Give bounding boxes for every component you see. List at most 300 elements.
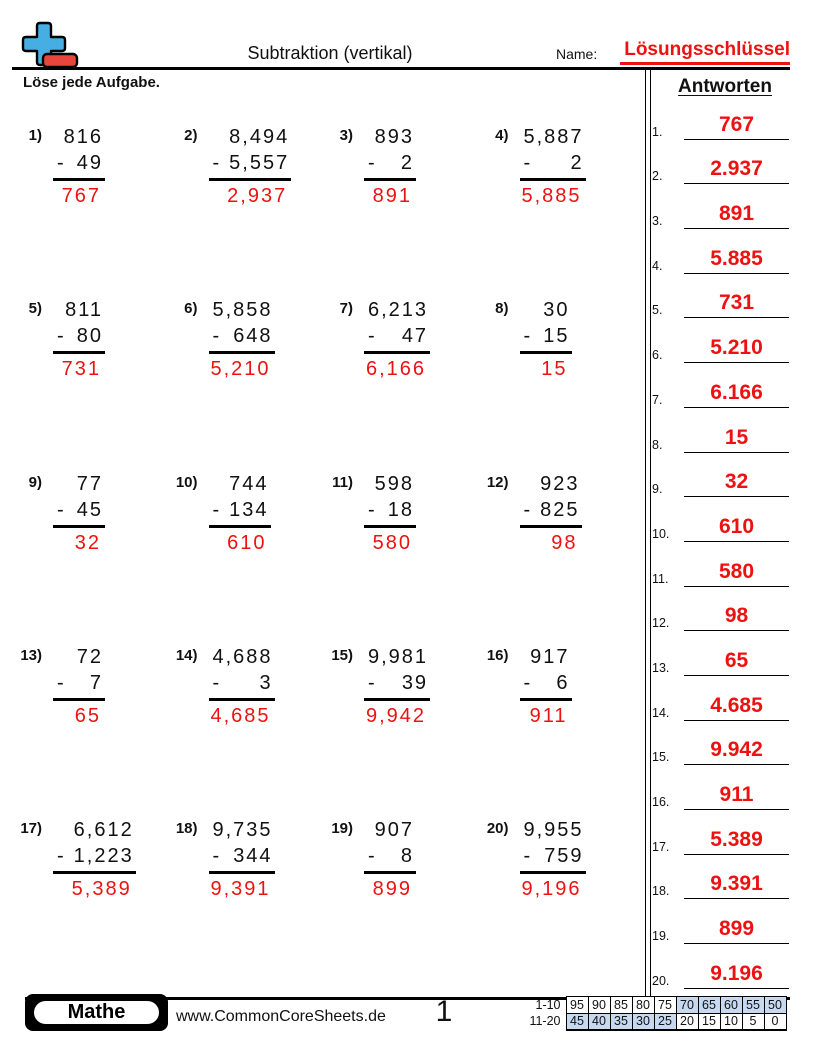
- problem-answer: [364, 181, 416, 208]
- minus-sign: -: [57, 498, 64, 521]
- problem-answer: [209, 181, 292, 208]
- problem-number: 12): [486, 473, 509, 491]
- problem-7: [323, 297, 479, 470]
- subtrahend-value: 18: [387, 498, 414, 521]
- problem-answer-value: 5,210: [210, 358, 271, 381]
- minuend: [57, 817, 132, 843]
- grading-table: [524, 996, 787, 1031]
- grading-cell: 45: [566, 1013, 588, 1030]
- grading-cell: 25: [654, 1013, 676, 1030]
- problem-20: [479, 817, 635, 990]
- answer-number: 7.: [652, 392, 663, 407]
- problem-work: [520, 297, 572, 381]
- page-number: 1: [435, 995, 453, 1028]
- answer-item-7: [652, 363, 789, 408]
- minuend: [368, 124, 412, 150]
- minuend-value: 598: [374, 472, 414, 495]
- problem-work: [209, 644, 275, 728]
- minuend-value: 6,213: [368, 299, 429, 322]
- minuend-value: 816: [63, 126, 103, 148]
- problem-number: 1): [28, 127, 42, 144]
- answer-key-underline: [620, 62, 790, 65]
- minuend: [213, 471, 267, 497]
- answer-item-12: [652, 587, 789, 632]
- problem-rows: [364, 471, 416, 528]
- answer-number: 9.: [652, 482, 663, 497]
- answer-item-8: [652, 408, 789, 453]
- answer-value: 98: [684, 604, 789, 631]
- minuend-value: 917: [530, 645, 570, 668]
- answer-value: 767: [684, 113, 789, 140]
- problem-rows: [53, 471, 105, 528]
- problem-work: [209, 471, 271, 555]
- minuend: [213, 297, 271, 323]
- answer-value: 6.166: [684, 381, 789, 408]
- minus-sign: -: [212, 325, 220, 348]
- problem-work: [53, 644, 105, 728]
- grading-cell: 80: [632, 997, 654, 1014]
- answer-number: 13.: [652, 660, 670, 675]
- subtrahend-row: [368, 670, 429, 696]
- answer-item-15: [652, 721, 789, 766]
- answer-number: 12.: [652, 616, 670, 631]
- minuend: [213, 644, 271, 670]
- answer-number: 16.: [652, 795, 670, 809]
- problem-answer-value: 891: [372, 185, 412, 207]
- problem-17: [12, 817, 168, 990]
- minuend-value: 8,494: [229, 126, 290, 148]
- problem-answer: [520, 874, 586, 901]
- problem-answer-value: 5,885: [521, 185, 582, 207]
- problem-answer-value: 767: [61, 185, 101, 207]
- problem-number: 8): [495, 300, 509, 318]
- problem-work: [209, 817, 275, 901]
- subtrahend-value: 49: [76, 152, 103, 174]
- minuend-value: 5,858: [212, 299, 273, 322]
- problem-rows: [53, 644, 105, 701]
- minus-sign: -: [368, 498, 375, 521]
- answer-number: 15.: [652, 750, 670, 765]
- grading-cell: 10: [720, 1013, 742, 1030]
- problem-9: [12, 471, 168, 644]
- answer-value: 32: [684, 470, 789, 497]
- problem-16: [479, 644, 635, 817]
- problem-number: 20): [486, 820, 509, 838]
- problem-answer: [364, 874, 416, 901]
- answer-item-19: [652, 899, 789, 944]
- problem-work: [364, 471, 416, 555]
- minuend-value: 744: [229, 472, 269, 495]
- problem-work: [520, 471, 582, 555]
- grading-cell: 40: [588, 1013, 610, 1030]
- problem-10: [168, 471, 324, 644]
- problem-answer: [520, 528, 582, 555]
- problem-4: [479, 124, 635, 297]
- subtrahend-row: [213, 323, 271, 349]
- answer-item-6: [652, 318, 789, 363]
- subtrahend-value: 648: [233, 325, 273, 348]
- problem-6: [168, 297, 324, 470]
- minus-sign: -: [523, 325, 531, 348]
- minus-sign: -: [368, 152, 375, 174]
- header-rule: [12, 67, 790, 70]
- problem-answer: [53, 181, 105, 208]
- answer-value: 5.210: [684, 336, 789, 363]
- minuend-value: 9,735: [212, 819, 273, 842]
- problem-14: [168, 644, 324, 817]
- answer-value: 899: [684, 917, 789, 944]
- minus-sign: -: [523, 152, 531, 174]
- problem-rows: [520, 471, 582, 528]
- problem-11: [323, 471, 479, 644]
- minus-sign: -: [57, 845, 64, 868]
- problem-rows: [364, 124, 416, 181]
- answer-item-1: [652, 95, 789, 140]
- subtrahend-value: 7: [89, 671, 103, 694]
- subtrahend-row: [57, 150, 101, 176]
- minuend: [57, 471, 101, 497]
- problem-answer-value: 911: [529, 704, 568, 727]
- answer-item-3: [652, 184, 789, 229]
- subtrahend-value: 2: [570, 152, 584, 174]
- minuend-value: 907: [374, 819, 414, 842]
- problem-work: [209, 297, 275, 381]
- answer-value: 65: [684, 649, 789, 676]
- subtrahend-value: 39: [401, 671, 429, 694]
- minuend: [368, 297, 429, 323]
- grading-row-label: 11-20: [529, 1014, 561, 1029]
- grading-cell: 50: [764, 997, 786, 1014]
- subtrahend-value: 45: [76, 498, 103, 521]
- minus-sign: -: [212, 152, 220, 174]
- answer-number: 2.: [652, 169, 663, 184]
- problem-answer-value: 610: [227, 531, 267, 554]
- answer-number: 18.: [652, 884, 670, 899]
- problem-number: 19): [331, 820, 353, 838]
- minuend: [57, 124, 101, 150]
- answer-value: 4.685: [684, 694, 789, 721]
- problem-rows: [209, 644, 275, 701]
- problem-answer: [209, 354, 275, 381]
- minus-sign: -: [212, 498, 220, 521]
- subtrahend-row: [368, 323, 429, 349]
- answer-value: 891: [684, 202, 789, 229]
- minuend-value: 30: [543, 299, 570, 322]
- minus-sign: -: [57, 152, 64, 174]
- problem-1: [12, 124, 168, 297]
- minuend: [368, 644, 429, 670]
- problem-answer: [520, 354, 572, 381]
- problem-number: 18): [175, 820, 198, 838]
- minus-sign: -: [57, 325, 64, 348]
- minus-sign: -: [368, 325, 375, 348]
- problem-answer-value: 65: [74, 704, 101, 727]
- subject-badge: [25, 994, 168, 1031]
- answer-item-4: [652, 229, 789, 274]
- answer-value: 911: [684, 783, 789, 810]
- minuend: [524, 297, 568, 323]
- problem-rows: [209, 817, 275, 874]
- minuend-value: 9,981: [368, 645, 429, 668]
- problem-work: [209, 124, 292, 208]
- grading-cell: 0: [764, 1013, 786, 1030]
- minus-sign: -: [523, 845, 531, 868]
- minus-sign: -: [523, 671, 531, 694]
- answer-item-2: [652, 140, 789, 185]
- subtrahend-row: [57, 670, 101, 696]
- grading-cell: 65: [698, 997, 720, 1014]
- problem-answer-value: 5,389: [71, 878, 132, 901]
- problem-answer-value: 15: [541, 358, 568, 381]
- problem-number: 16): [486, 646, 509, 664]
- problem-rows: [53, 817, 136, 874]
- answer-number: 20.: [652, 973, 670, 988]
- problem-answer-value: 580: [372, 531, 412, 554]
- subtrahend-row: [524, 497, 578, 523]
- answer-number: 17.: [652, 839, 670, 854]
- answer-value: 580: [684, 560, 789, 587]
- problem-number: 4): [495, 127, 509, 144]
- grading-cell: 70: [676, 997, 698, 1014]
- minuend: [368, 471, 412, 497]
- page-title: Subtraktion (vertikal): [247, 43, 413, 63]
- minus-sign: -: [57, 671, 64, 694]
- problem-rows: [520, 124, 586, 181]
- problem-rows: [53, 297, 105, 354]
- answers-list: [652, 95, 789, 989]
- problem-number: 14): [175, 646, 198, 664]
- answer-value: 15: [684, 426, 789, 453]
- grading-cell: 30: [632, 1013, 654, 1030]
- problem-18: [168, 817, 324, 990]
- problem-work: [364, 644, 430, 728]
- problem-rows: [209, 297, 275, 354]
- problem-answer: [53, 354, 105, 381]
- problem-work: [520, 124, 586, 208]
- grading-cell: 90: [588, 997, 610, 1014]
- problem-15: [323, 644, 479, 817]
- minuend: [524, 644, 568, 670]
- problem-work: [520, 644, 572, 728]
- problem-5: [12, 297, 168, 470]
- answer-item-5: [652, 274, 789, 319]
- subtrahend-row: [368, 150, 412, 176]
- answer-number: 6.: [652, 348, 663, 363]
- subtrahend-value: 825: [540, 498, 580, 521]
- grading-cell: 55: [742, 997, 764, 1014]
- problem-number: 7): [339, 300, 353, 318]
- grading-cell: 60: [720, 997, 742, 1014]
- answer-item-9: [652, 453, 789, 498]
- problem-number: 5): [28, 300, 42, 318]
- subtrahend-value: 344: [233, 845, 273, 868]
- instruction-text: Löse jede Aufgabe.: [23, 74, 160, 91]
- answer-item-16: [652, 765, 789, 810]
- minus-sign: -: [212, 845, 220, 868]
- answer-key-label: Lösungsschlüssel: [624, 39, 790, 60]
- answer-number: 14.: [652, 705, 670, 720]
- problem-rows: [209, 471, 271, 528]
- problem-answer: [53, 701, 105, 728]
- grading-cell: 95: [566, 997, 588, 1014]
- problem-3: [323, 124, 479, 297]
- problem-number: 15): [331, 646, 353, 664]
- minuend-value: 9,955: [523, 819, 584, 842]
- problem-answer-value: 9,942: [366, 704, 427, 727]
- problem-work: [53, 124, 105, 208]
- minuend-value: 4,688: [212, 645, 273, 668]
- problem-number: 2): [184, 127, 198, 144]
- minus-sign: -: [523, 498, 531, 521]
- grading-row-1: [524, 997, 786, 1014]
- answer-number: 8.: [652, 437, 663, 452]
- problem-rows: [520, 817, 586, 874]
- problems-grid: [12, 124, 634, 990]
- minuend: [57, 297, 101, 323]
- subtrahend-row: [57, 497, 101, 523]
- answer-number: 11.: [652, 571, 669, 586]
- minuend: [213, 124, 288, 150]
- problem-number: 13): [20, 646, 42, 664]
- problem-rows: [209, 124, 292, 181]
- problem-answer: [520, 181, 586, 208]
- answer-item-13: [652, 631, 789, 676]
- problem-8: [479, 297, 635, 470]
- problem-answer: [364, 701, 430, 728]
- minuend-value: 893: [374, 126, 414, 148]
- problem-work: [53, 471, 105, 555]
- grading-cell: 5: [742, 1013, 764, 1030]
- grading-cell: 20: [676, 1013, 698, 1030]
- minuend: [368, 817, 412, 843]
- problem-answer: [520, 701, 572, 728]
- subtrahend-value: 759: [544, 845, 584, 868]
- subtrahend-row: [213, 843, 271, 869]
- problem-answer-value: 98: [551, 531, 578, 554]
- subtrahend-row: [368, 497, 412, 523]
- answers-panel-divider: [645, 70, 651, 997]
- subtrahend-value: 3: [259, 671, 273, 694]
- problem-number: 6): [184, 300, 198, 318]
- problem-answer: [53, 528, 105, 555]
- answer-item-10: [652, 497, 789, 542]
- problem-work: [53, 817, 136, 901]
- subtrahend-value: 5,557: [229, 152, 290, 174]
- subtrahend-row: [524, 670, 568, 696]
- subtrahend-value: 8: [400, 845, 414, 868]
- problem-rows: [53, 124, 105, 181]
- problem-19: [323, 817, 479, 990]
- problem-rows: [364, 644, 430, 701]
- problem-13: [12, 644, 168, 817]
- problem-work: [364, 124, 416, 208]
- answer-number: 5.: [652, 303, 663, 318]
- grading-cell: 85: [610, 997, 632, 1014]
- problem-12: [479, 471, 635, 644]
- problem-2: [168, 124, 324, 297]
- subtrahend-value: 47: [401, 325, 429, 348]
- minuend-value: 6,612: [73, 819, 134, 842]
- subtrahend-row: [213, 150, 288, 176]
- problem-answer: [53, 874, 136, 901]
- answer-value: 5.389: [684, 828, 789, 855]
- answer-number: 1.: [652, 124, 663, 139]
- problem-answer: [364, 528, 416, 555]
- problem-work: [520, 817, 586, 901]
- answer-item-17: [652, 810, 789, 855]
- problem-answer-value: 731: [61, 358, 101, 381]
- minuend: [57, 644, 101, 670]
- subtrahend-row: [524, 150, 582, 176]
- grading-row-2: [524, 1013, 786, 1030]
- minus-sign: -: [368, 671, 375, 694]
- minuend-value: 811: [65, 299, 103, 322]
- problem-answer-value: 6,166: [366, 358, 427, 381]
- problem-rows: [520, 297, 572, 354]
- problem-work: [364, 297, 430, 381]
- problem-number: 3): [339, 127, 353, 144]
- problem-answer-value: 9,391: [210, 878, 271, 901]
- answer-item-11: [652, 542, 789, 587]
- problem-work: [53, 297, 105, 381]
- subtrahend-value: 1,223: [73, 845, 134, 868]
- subtrahend-row: [57, 843, 132, 869]
- problem-answer-value: 9,196: [521, 878, 582, 901]
- problem-number: 11): [332, 473, 353, 491]
- subtrahend-value: 15: [543, 325, 570, 348]
- problem-answer: [209, 874, 275, 901]
- problem-number: 17): [20, 820, 42, 838]
- problem-answer-value: 32: [74, 531, 101, 554]
- answer-item-14: [652, 676, 789, 721]
- answers-panel-title: Antworten: [678, 76, 772, 97]
- subtrahend-row: [524, 323, 568, 349]
- answer-value: 610: [684, 515, 789, 542]
- problem-number: 10): [175, 473, 198, 491]
- problem-rows: [520, 644, 572, 701]
- subtrahend-row: [213, 497, 267, 523]
- answer-value: 9.942: [684, 738, 789, 765]
- answer-number: 10.: [652, 526, 670, 541]
- subtrahend-value: 2: [400, 152, 414, 174]
- subtrahend-value: 80: [76, 325, 103, 348]
- grading-row-label: 1-10: [535, 997, 561, 1012]
- answer-item-20: [652, 944, 789, 989]
- answer-value: 2.937: [684, 157, 789, 184]
- problem-work: [364, 817, 416, 901]
- answer-number: 3.: [652, 214, 663, 229]
- problem-answer: [209, 528, 271, 555]
- problem-rows: [364, 817, 416, 874]
- subtrahend-row: [213, 670, 271, 696]
- answer-value: 9.391: [684, 872, 789, 899]
- subtrahend-row: [57, 323, 101, 349]
- subject-badge-label: Mathe: [31, 998, 162, 1027]
- answer-number: 19.: [652, 929, 670, 944]
- minus-sign: -: [212, 671, 220, 694]
- minus-sign: -: [368, 845, 375, 868]
- minuend: [524, 817, 582, 843]
- minuend-value: 923: [540, 472, 580, 495]
- problem-answer: [364, 354, 430, 381]
- answer-value: 9.196: [684, 962, 789, 989]
- grading-cell: 75: [654, 997, 676, 1014]
- grading-table-body: [524, 997, 786, 1030]
- grading-cell: 15: [698, 1013, 720, 1030]
- grading-cell: 35: [610, 1013, 632, 1030]
- problem-answer: [209, 701, 275, 728]
- subtrahend-value: 6: [556, 671, 570, 694]
